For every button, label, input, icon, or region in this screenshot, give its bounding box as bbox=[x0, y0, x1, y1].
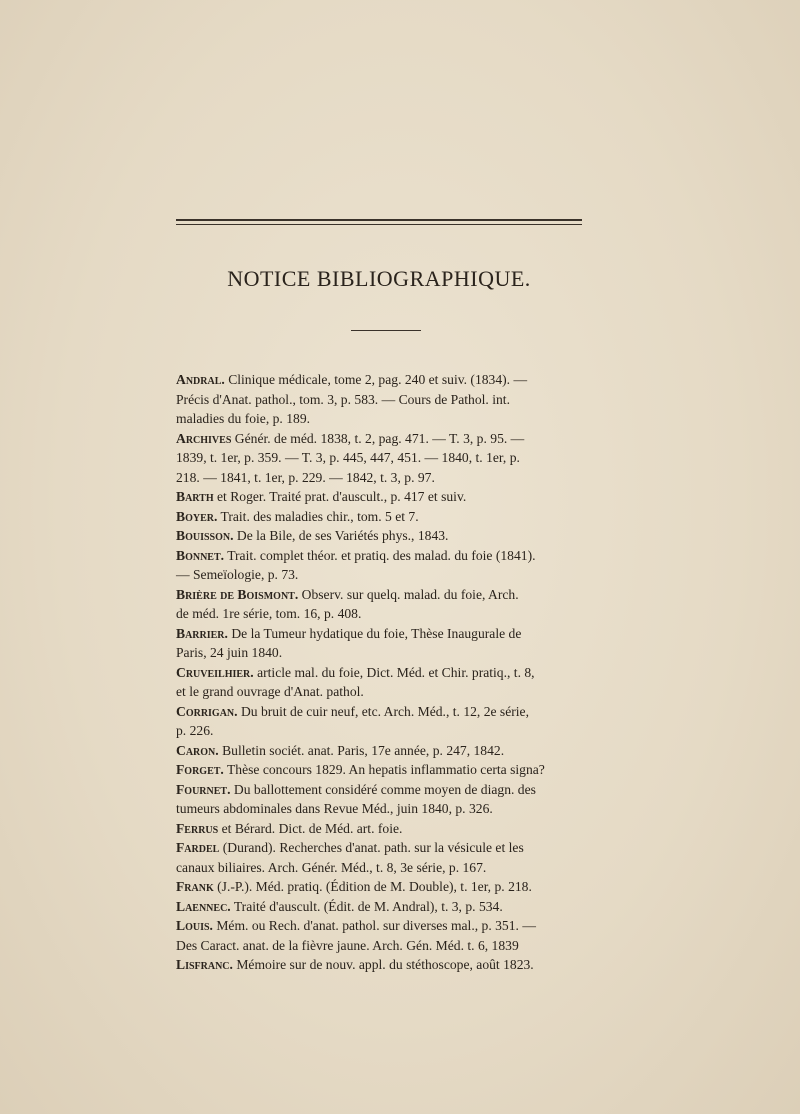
bibliography-entry bbox=[176, 780, 596, 819]
author-name: Forget. bbox=[176, 762, 224, 777]
bibliography-entry bbox=[176, 877, 596, 897]
author-name: Louis. bbox=[176, 918, 213, 933]
entry-text: Thèse concours 1829. An hepatis inflammatio certa signa? bbox=[226, 762, 545, 777]
entry-text: maladies du foie, p. 189. bbox=[176, 411, 311, 426]
bibliography-entry bbox=[176, 370, 596, 429]
author-name: Cruveilhier. bbox=[176, 664, 254, 680]
entry-text: Clinique médicale, tome 2, pag. 240 et suiv. (1834). — bbox=[228, 372, 528, 387]
bibliography-entry bbox=[176, 624, 596, 663]
entry-line bbox=[176, 546, 596, 566]
entry-line bbox=[176, 585, 596, 605]
author-name: Barth bbox=[176, 489, 214, 504]
entry-text: Du bruit de cuir neuf, etc. Arch. Méd., t. 12, 2e série, bbox=[240, 703, 529, 719]
entry-line bbox=[176, 624, 596, 644]
entry-text: Mémoire sur de nouv. appl. du stéthoscope, août 1823. bbox=[236, 957, 534, 972]
entry-line bbox=[176, 955, 596, 975]
entry-line bbox=[176, 702, 596, 722]
author-name: Brière de Boismont. bbox=[176, 586, 299, 602]
author-name: Laennec. bbox=[176, 898, 231, 914]
page-title: NOTICE BIBLIOGRAPHIQUE. bbox=[227, 266, 531, 291]
entry-text: Génér. de méd. 1838, t. 2, pag. 471. — T. 3, p. 95. — bbox=[234, 430, 525, 446]
bibliography-entry bbox=[176, 526, 596, 546]
entry-line bbox=[176, 799, 596, 819]
entry-text: 218. — 1841, t. 1er, p. 229. — 1842, t. 3, p. 97. bbox=[176, 469, 435, 485]
entry-line bbox=[176, 838, 596, 858]
entry-text: 1839, t. 1er, p. 359. — T. 3, p. 445, 447, 451. — 1840, t. 1er, p. bbox=[176, 450, 520, 465]
author-name: Andral. bbox=[176, 372, 225, 387]
entry-line bbox=[176, 721, 596, 741]
entry-line bbox=[176, 741, 596, 761]
entry-line bbox=[176, 507, 596, 527]
author-name: Bouisson. bbox=[176, 528, 234, 543]
entry-text: et Bérard. Dict. de Méd. art. foie. bbox=[221, 820, 403, 836]
bibliography-entry bbox=[176, 955, 596, 975]
entry-line bbox=[176, 897, 596, 917]
entry-text: Mém. ou Rech. d'anat. pathol. sur diverses mal., p. 351. — bbox=[216, 918, 536, 933]
entry-text: article mal. du foie, Dict. Méd. et Chir. pratiq., t. 8, bbox=[257, 664, 535, 680]
top-double-rule bbox=[176, 219, 582, 221]
entry-text: et Roger. Traité prat. d'auscult., p. 417 et suiv. bbox=[217, 489, 467, 504]
bibliography-list bbox=[176, 370, 596, 975]
bibliography-entry bbox=[176, 663, 596, 702]
bibliography-entry bbox=[176, 741, 596, 761]
bibliography-entry bbox=[176, 760, 596, 780]
author-name: Boyer. bbox=[176, 508, 218, 524]
entry-text: Du ballottement considéré comme moyen de diagn. des bbox=[233, 781, 536, 797]
entry-text: (J.-P.). Méd. pratiq. (Édition de M. Double), t. 1er, p. 218. bbox=[217, 879, 532, 894]
entry-line bbox=[176, 487, 596, 507]
entry-text: Observ. sur quelq. malad. du foie, Arch. bbox=[301, 586, 519, 602]
bibliography-entry bbox=[176, 916, 596, 955]
entry-text: p. 226. bbox=[176, 723, 214, 738]
entry-line bbox=[176, 936, 596, 956]
entry-text: de méd. 1re série, tom. 16, p. 408. bbox=[176, 606, 362, 621]
entry-text: tumeurs abdominales dans Revue Méd., juin 1840, p. 326. bbox=[176, 801, 493, 816]
entry-text: Précis d'Anat. pathol., tom. 3, p. 583. — Cours de Pathol. int. bbox=[176, 391, 510, 407]
author-name: Corrigan. bbox=[176, 703, 238, 719]
bibliography-entry bbox=[176, 487, 596, 507]
top-thin-rule bbox=[176, 224, 582, 225]
author-name: Fardel bbox=[176, 840, 220, 855]
entry-text: Paris, 24 juin 1840. bbox=[176, 645, 283, 660]
bibliography-entry bbox=[176, 507, 596, 527]
author-name: Barrier. bbox=[176, 625, 228, 641]
bibliography-entry bbox=[176, 546, 596, 585]
entry-text: Bulletin sociét. anat. Paris, 17e année, p. 247, 1842. bbox=[222, 742, 505, 758]
author-name: Frank bbox=[176, 879, 214, 894]
bibliography-entry bbox=[176, 897, 596, 917]
bibliography-entry bbox=[176, 819, 596, 839]
entry-text: De la Tumeur hydatique du foie, Thèse Inaugurale de bbox=[231, 625, 522, 641]
entry-text: et le grand ouvrage d'Anat. pathol. bbox=[176, 684, 364, 699]
entry-text: — Semeïologie, p. 73. bbox=[176, 567, 299, 582]
entry-line bbox=[176, 760, 596, 780]
entry-line bbox=[176, 663, 596, 683]
entry-line bbox=[176, 370, 596, 390]
entry-text: Des Caract. anat. de la fièvre jaune. Arch. Gén. Méd. t. 6, 1839 bbox=[176, 937, 519, 953]
title-divider bbox=[351, 330, 421, 331]
entry-line bbox=[176, 565, 596, 585]
author-name: Fournet. bbox=[176, 781, 231, 797]
entry-text: Trait. des maladies chir., tom. 5 et 7. bbox=[220, 508, 419, 524]
bibliography-entry bbox=[176, 429, 596, 488]
entry-line bbox=[176, 429, 596, 449]
entry-line bbox=[176, 682, 596, 702]
entry-line bbox=[176, 390, 596, 410]
entry-text: canaux biliaires. Arch. Génér. Méd., t. 8, 3e série, p. 167. bbox=[176, 859, 487, 875]
entry-text: Traité d'auscult. (Édit. de M. Andral), t. 3, p. 534. bbox=[233, 898, 503, 914]
author-name: Archives bbox=[176, 430, 232, 446]
bibliography-entry bbox=[176, 585, 596, 624]
author-name: Caron. bbox=[176, 742, 219, 758]
entry-line bbox=[176, 916, 596, 936]
entry-text: Trait. complet théor. et pratiq. des malad. du foie (1841). bbox=[227, 547, 536, 563]
entry-line bbox=[176, 468, 596, 488]
entry-line bbox=[176, 409, 596, 429]
entry-line bbox=[176, 448, 596, 468]
entry-line bbox=[176, 858, 596, 878]
entry-line bbox=[176, 604, 596, 624]
entry-line bbox=[176, 526, 596, 546]
bibliography-entry bbox=[176, 702, 596, 741]
author-name: Bonnet. bbox=[176, 547, 225, 563]
entry-text: (Durand). Recherches d'anat. path. sur la vésicule et les bbox=[222, 840, 524, 855]
entry-line bbox=[176, 819, 596, 839]
entry-line bbox=[176, 780, 596, 800]
author-name: Ferrus bbox=[176, 820, 219, 836]
entry-text: De la Bile, de ses Variétés phys., 1843. bbox=[236, 528, 449, 543]
entry-line bbox=[176, 643, 596, 663]
entry-line bbox=[176, 877, 596, 897]
bibliography-entry bbox=[176, 838, 596, 877]
author-name: Lisfranc. bbox=[176, 957, 233, 972]
